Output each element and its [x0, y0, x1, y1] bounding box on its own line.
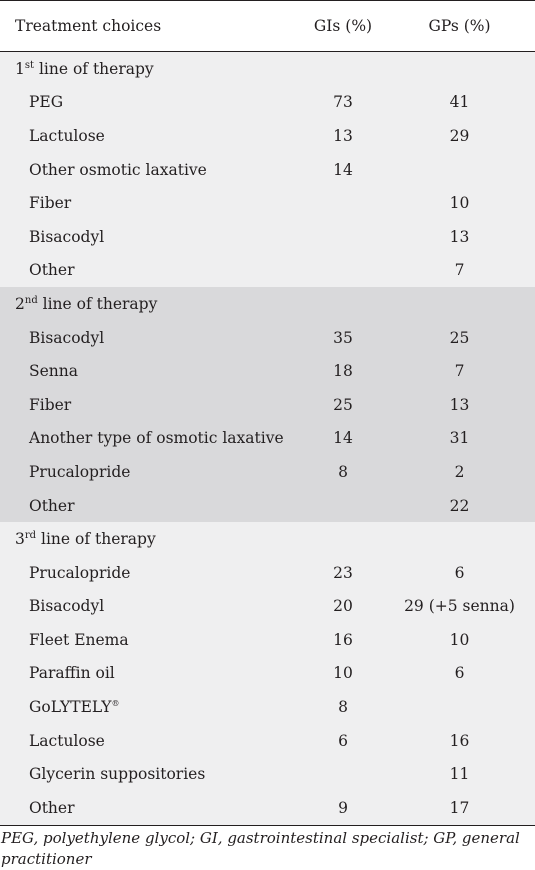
treatment-name	[0, 631, 302, 649]
treatment-name	[0, 799, 302, 817]
treatment-name	[0, 261, 302, 279]
treatment-name	[0, 597, 302, 615]
gp-percent: 11	[449, 765, 470, 784]
treatment-name	[0, 362, 302, 380]
gi-percent: 14	[333, 429, 353, 448]
section-line-2	[0, 287, 535, 522]
gi-percent: 8	[338, 698, 348, 717]
treatment-label: Fiber	[29, 194, 72, 213]
table-row	[0, 455, 535, 489]
table-row	[0, 220, 535, 254]
gp-percent: 17	[449, 798, 470, 817]
table-row	[0, 86, 535, 120]
gi-percent: 18	[333, 362, 353, 381]
gp-percent: 13	[449, 395, 470, 414]
treatment-name	[0, 664, 302, 682]
section-title	[0, 530, 302, 548]
gp-percent: 7	[454, 261, 465, 280]
table-row	[0, 153, 535, 187]
treatment-name	[0, 497, 302, 515]
registered-mark: ®	[111, 698, 120, 708]
treatment-name	[0, 429, 302, 447]
section-title-text: line of therapy	[36, 530, 156, 549]
table-header	[0, 0, 535, 52]
gp-percent: 16	[449, 731, 470, 750]
header-gps: GPs (%)	[428, 17, 491, 35]
treatment-label: Prucalopride	[29, 563, 131, 582]
section-ordinal-suffix: nd	[24, 294, 38, 306]
table-row	[0, 757, 535, 791]
treatment-name	[0, 228, 302, 246]
section-title-row	[0, 287, 535, 321]
table-row	[0, 590, 535, 624]
treatment-name	[0, 194, 302, 212]
gp-percent: 7	[454, 362, 465, 381]
section-ordinal: 2	[15, 294, 25, 313]
gi-percent: 8	[338, 462, 348, 481]
treatment-label: Other	[29, 261, 75, 280]
treatment-label: Fleet Enema	[29, 630, 129, 649]
treatment-label: Lactulose	[29, 731, 105, 750]
gi-percent: 13	[333, 126, 353, 145]
gp-percent: 31	[449, 429, 470, 448]
section-ordinal-suffix: st	[24, 59, 35, 71]
gi-percent: 73	[333, 93, 353, 112]
treatment-name	[0, 698, 302, 716]
table-row	[0, 724, 535, 758]
gp-percent: 13	[449, 227, 470, 246]
section-title-row	[0, 522, 535, 556]
table-footnote: PEG, polyethylene glycol; GI, gastrointestinal specialist; GP, general practitioner	[1, 828, 520, 868]
header-gis: GIs (%)	[313, 17, 373, 35]
treatment-name	[0, 732, 302, 750]
gi-percent: 23	[333, 563, 353, 582]
treatment-label: Glycerin suppositories	[29, 765, 206, 784]
section-ordinal: 3	[15, 530, 25, 549]
treatment-label: GoLYTELY	[29, 698, 112, 717]
treatment-label: Other osmotic laxative	[29, 160, 207, 179]
treatment-label: PEG	[29, 93, 64, 112]
section-title-row	[0, 52, 535, 86]
table-row	[0, 119, 535, 153]
treatment-label: Other	[29, 798, 75, 817]
gp-percent: 10	[449, 194, 470, 213]
table-row	[0, 657, 535, 691]
table-row	[0, 791, 535, 825]
gi-percent: 25	[333, 395, 353, 414]
gp-percent: 41	[449, 93, 470, 112]
treatment-label: Senna	[29, 362, 78, 381]
table-row	[0, 321, 535, 355]
gi-percent: 14	[333, 160, 353, 179]
gp-percent: 25	[449, 328, 470, 347]
treatment-name	[0, 396, 302, 414]
section-title	[0, 60, 302, 78]
treatment-name	[0, 161, 302, 179]
treatment-label: Prucalopride	[29, 462, 131, 481]
treatment-name	[0, 463, 302, 481]
gp-percent: 6	[454, 563, 465, 582]
gp-percent: 29 (+5 senna)	[404, 597, 515, 616]
gi-percent: 6	[338, 731, 348, 750]
treatment-label: Bisacodyl	[29, 227, 105, 246]
gp-percent: 2	[454, 462, 465, 481]
treatment-name	[0, 564, 302, 582]
table-row	[0, 623, 535, 657]
section-line-3	[0, 522, 535, 824]
header-treatment-choices: Treatment choices	[15, 17, 162, 35]
section-line-1	[0, 52, 535, 287]
gi-percent: 9	[338, 798, 348, 817]
section-title-text: line of therapy	[37, 294, 158, 313]
section-ordinal: 1	[15, 59, 25, 78]
gi-percent: 20	[333, 597, 353, 616]
table-row	[0, 489, 535, 523]
table-row	[0, 254, 535, 288]
table-row	[0, 690, 535, 724]
treatment-name	[0, 127, 302, 145]
table-row	[0, 556, 535, 590]
treatment-name	[0, 93, 302, 111]
section-title	[0, 295, 302, 313]
gp-percent: 29	[449, 126, 470, 145]
table-body	[0, 52, 535, 825]
treatment-label: Bisacodyl	[29, 597, 105, 616]
treatment-label: Fiber	[29, 395, 72, 414]
gp-percent: 22	[449, 496, 470, 515]
treatment-name	[0, 765, 302, 783]
treatment-label: Lactulose	[29, 126, 105, 145]
table-row	[0, 186, 535, 220]
gp-percent: 10	[449, 630, 470, 649]
treatment-label: Paraffin oil	[29, 664, 115, 683]
table-row	[0, 354, 535, 388]
gi-percent: 35	[333, 328, 353, 347]
treatment-label: Another type of osmotic laxative	[29, 429, 284, 448]
treatment-name	[0, 329, 302, 347]
section-ordinal-suffix: rd	[24, 529, 37, 541]
table-row	[0, 388, 535, 422]
gp-percent: 6	[454, 664, 465, 683]
treatment-label: Other	[29, 496, 75, 515]
treatment-label: Bisacodyl	[29, 328, 105, 347]
gi-percent: 16	[333, 630, 353, 649]
table-row	[0, 422, 535, 456]
section-title-text: line of therapy	[34, 59, 154, 78]
gi-percent: 10	[333, 664, 353, 683]
